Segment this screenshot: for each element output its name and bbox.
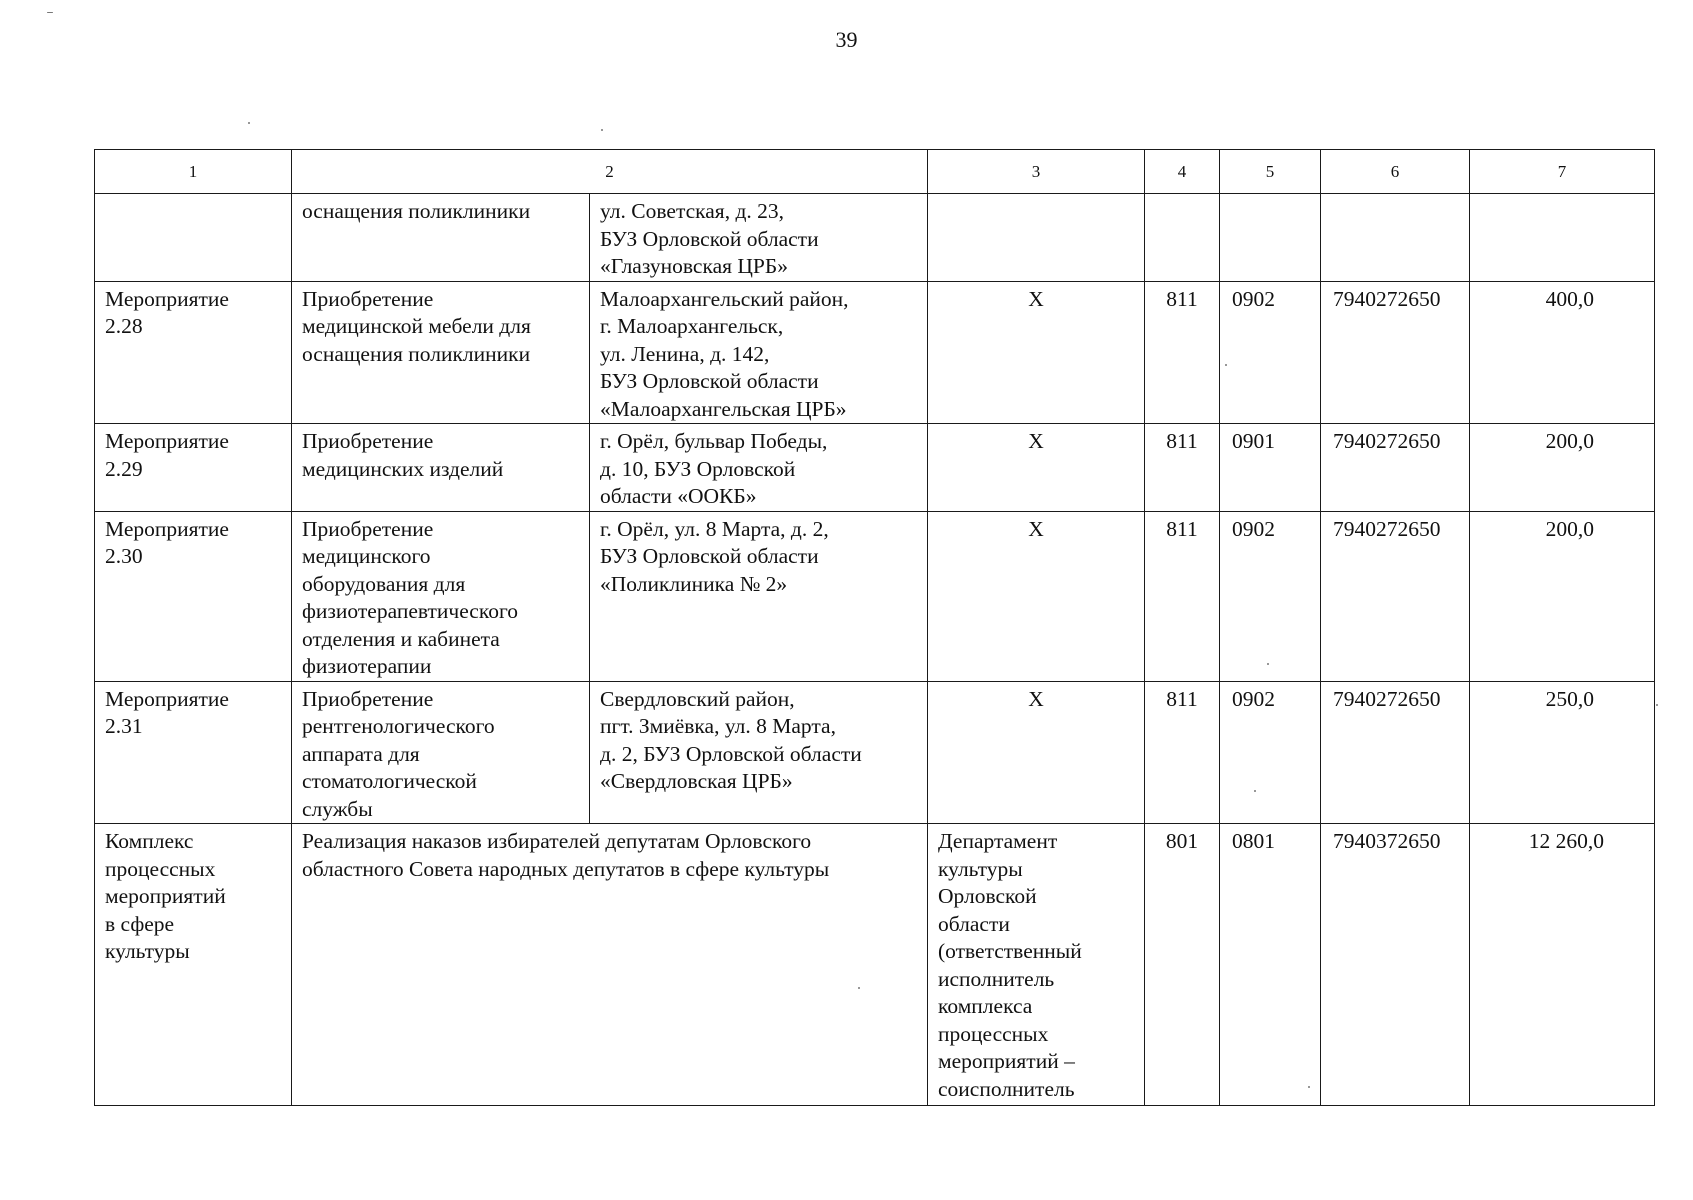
amount-cell: 200,0 — [1470, 424, 1655, 512]
name-cell: Приобретение медицинского оборудования для физиотерапевтического отделения и кабинета физиотерапии — [292, 511, 590, 681]
kbk-cell: 7940372650 — [1321, 824, 1470, 1106]
section-cell: 0902 — [1220, 281, 1321, 424]
grbs-cell — [1145, 194, 1220, 282]
executor-cell: Департамент культуры Орловской области (ответственный исполнитель комплекса процессных мероприятий – соисполнитель — [928, 824, 1145, 1106]
event-cell: Мероприятие 2.30 — [95, 511, 292, 681]
executor-cell: X — [928, 511, 1145, 681]
page-number: 39 — [835, 27, 858, 52]
grbs-cell: 801 — [1145, 824, 1220, 1106]
program-table — [94, 149, 1655, 1106]
amount-cell: 12 260,0 — [1470, 824, 1655, 1106]
amount-cell: 200,0 — [1470, 511, 1655, 681]
executor-cell: X — [928, 681, 1145, 824]
location-cell: Малоархангельский район, г. Малоархангельск, ул. Ленина, д. 142, БУЗ Орловской области «Малоархангельская ЦРБ» — [590, 281, 928, 424]
executor-cell — [928, 194, 1145, 282]
section-cell: 0902 — [1220, 681, 1321, 824]
section-cell: 0801 — [1220, 824, 1321, 1106]
executor-cell: X — [928, 281, 1145, 424]
table-row — [95, 511, 1655, 681]
table-row — [95, 281, 1655, 424]
event-cell: Комплекс процессных мероприятий в сфере культуры — [95, 824, 292, 1106]
location-cell: Свердловский район, пгт. Змиёвка, ул. 8 Марта, д. 2, БУЗ Орловской области «Свердловская ЦРБ» — [590, 681, 928, 824]
scan-speck — [601, 129, 603, 131]
kbk-cell: 7940272650 — [1321, 424, 1470, 512]
event-cell — [95, 194, 292, 282]
column-number: 7 — [1470, 150, 1655, 194]
column-number: 5 — [1220, 150, 1321, 194]
kbk-cell: 7940272650 — [1321, 681, 1470, 824]
amount-cell: 250,0 — [1470, 681, 1655, 824]
description-cell: Реализация наказов избирателей депутатам Орловского областного Совета народных депутатов в сфере культуры — [292, 824, 928, 1106]
name-cell: Приобретение медицинской мебели для оснащения поликлиники — [292, 281, 590, 424]
event-cell: Мероприятие 2.29 — [95, 424, 292, 512]
scan-speck — [248, 122, 250, 124]
column-number: 4 — [1145, 150, 1220, 194]
event-cell: Мероприятие 2.28 — [95, 281, 292, 424]
column-number: 2 — [292, 150, 928, 194]
column-number-row — [95, 150, 1655, 194]
kbk-cell: 7940272650 — [1321, 281, 1470, 424]
name-cell: оснащения поликлиники — [292, 194, 590, 282]
table-row — [95, 681, 1655, 824]
table-row — [95, 824, 1655, 1106]
location-cell: г. Орёл, бульвар Победы, д. 10, БУЗ Орловской области «ООКБ» — [590, 424, 928, 512]
location-cell: ул. Советская, д. 23, БУЗ Орловской области «Глазуновская ЦРБ» — [590, 194, 928, 282]
section-cell: 0902 — [1220, 511, 1321, 681]
name-cell: Приобретение медицинских изделий — [292, 424, 590, 512]
section-cell — [1220, 194, 1321, 282]
column-number: 1 — [95, 150, 292, 194]
event-cell: Мероприятие 2.31 — [95, 681, 292, 824]
amount-cell — [1470, 194, 1655, 282]
location-cell: г. Орёл, ул. 8 Марта, д. 2, БУЗ Орловской области «Поликлиника № 2» — [590, 511, 928, 681]
name-cell: Приобретение рентгенологического аппарата для стоматологической службы — [292, 681, 590, 824]
kbk-cell: 7940272650 — [1321, 511, 1470, 681]
grbs-cell: 811 — [1145, 511, 1220, 681]
grbs-cell: 811 — [1145, 424, 1220, 512]
table-row — [95, 194, 1655, 282]
scan-speck — [47, 12, 53, 13]
amount-cell: 400,0 — [1470, 281, 1655, 424]
kbk-cell — [1321, 194, 1470, 282]
scan-speck — [1656, 704, 1658, 706]
section-cell: 0901 — [1220, 424, 1321, 512]
table-row — [95, 424, 1655, 512]
executor-cell: X — [928, 424, 1145, 512]
grbs-cell: 811 — [1145, 681, 1220, 824]
grbs-cell: 811 — [1145, 281, 1220, 424]
column-number: 3 — [928, 150, 1145, 194]
column-number: 6 — [1321, 150, 1470, 194]
